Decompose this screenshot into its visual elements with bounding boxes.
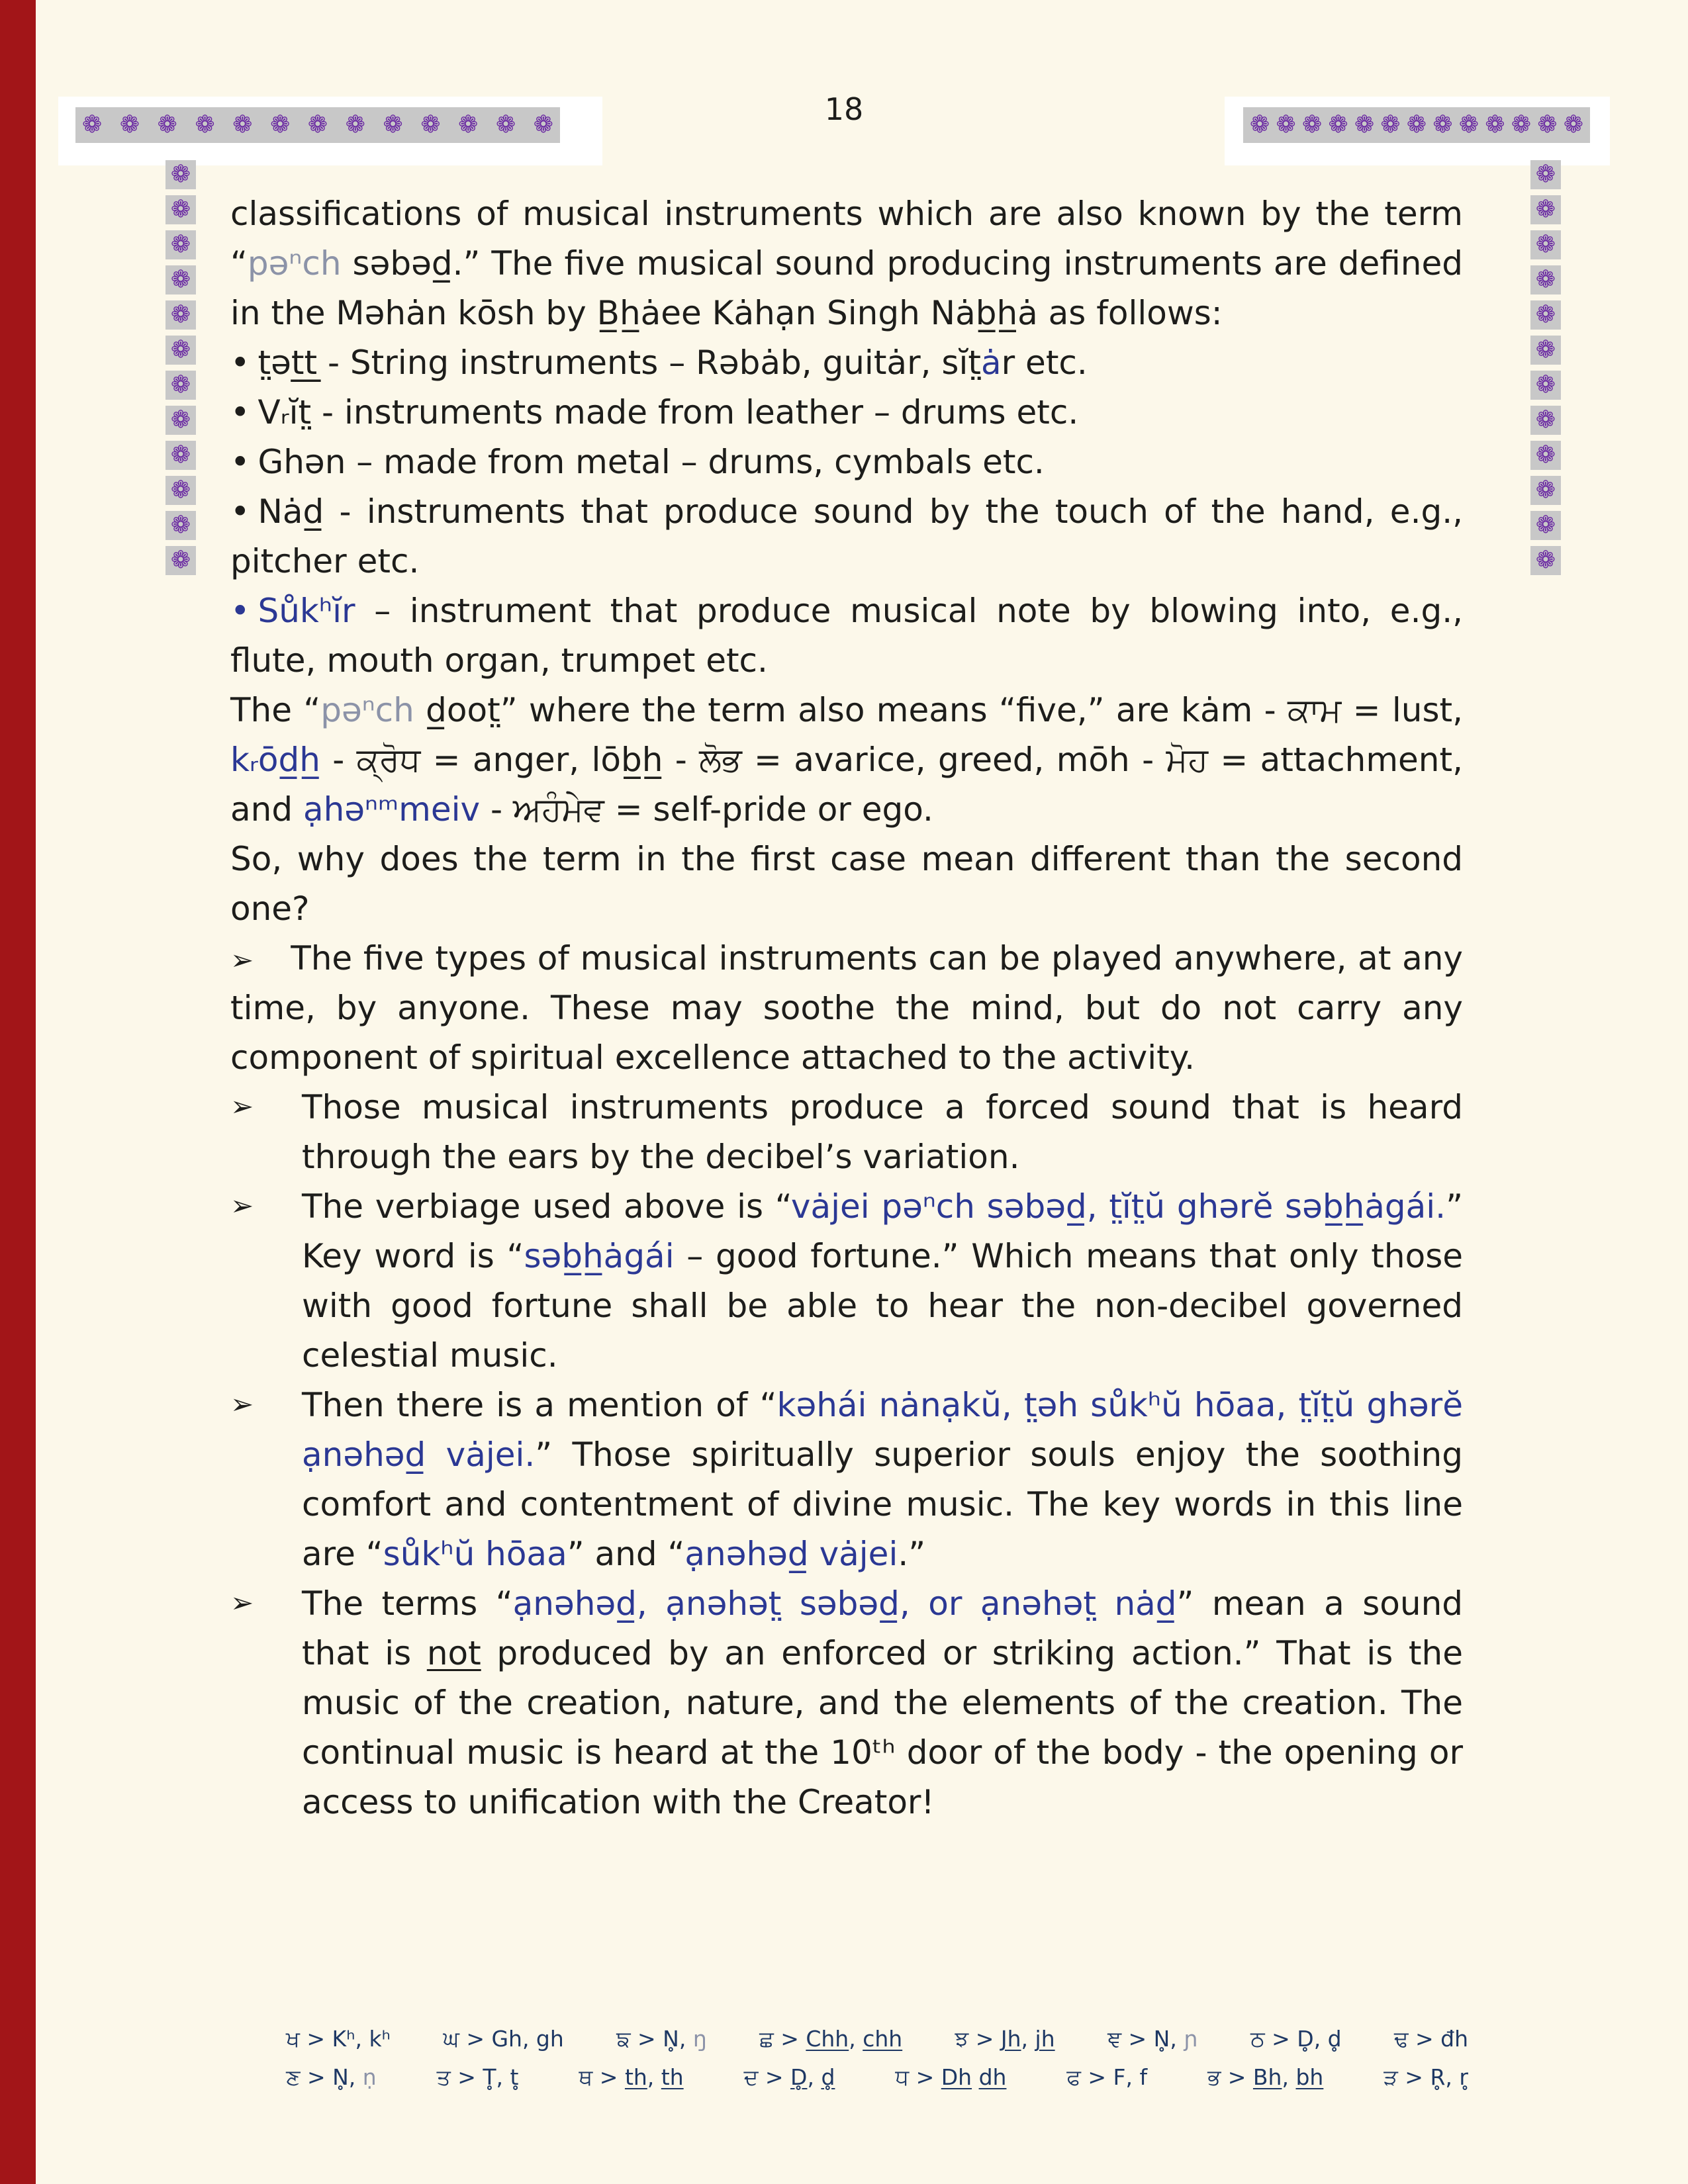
text-segment: ਞ > N̥,	[1107, 2026, 1184, 2052]
text-segment: pəⁿch	[247, 244, 342, 283]
flower-tile	[165, 160, 196, 189]
text-segment: ੜ > R̥, r̥	[1383, 2064, 1468, 2091]
text-segment: th	[624, 2064, 647, 2091]
list-item	[230, 1083, 1463, 1182]
flower-tile	[1530, 371, 1561, 400]
list-item	[230, 437, 1463, 487]
flower-icon: ❁	[1535, 266, 1556, 293]
text-segment: ਙ > N̥,	[616, 2026, 693, 2052]
flower-tile	[165, 371, 196, 400]
transliteration-entry	[286, 2024, 391, 2054]
flower-icon: ❁	[170, 547, 191, 574]
flower-border-top-right	[1243, 107, 1590, 143]
transliteration-row	[286, 2024, 1468, 2054]
page-number: 18	[824, 91, 864, 127]
flower-tile	[165, 265, 196, 295]
text-segment: ạnəhəd̲ vȧjei	[684, 1535, 898, 1573]
flower-tile	[165, 336, 196, 365]
list-item	[230, 487, 1463, 586]
bullet-marker-icon: •	[230, 492, 250, 531]
content	[230, 189, 1463, 1827]
text-segment: d̲oot̤” where the term also means “five,” are kȧm - ਕਾਮ = lust,	[414, 691, 1463, 729]
flower-tile	[1530, 300, 1561, 330]
paragraph	[230, 686, 1463, 835]
flower-icon: ❁	[1250, 111, 1270, 138]
text-segment: ਦ >	[743, 2064, 791, 2091]
text-segment: th	[661, 2064, 684, 2091]
text-segment: t̤ət̲t̲ - String instruments – Rəbȧb, guitȧr, sĭt̤	[258, 343, 981, 382]
text-segment: ŋ	[692, 2026, 707, 2052]
text-segment: ” mean a sound that is	[302, 1584, 1464, 1672]
flower-icon: ❁	[170, 441, 191, 469]
transliteration-entry	[1107, 2024, 1198, 2054]
bullet-marker-icon: •	[230, 343, 250, 382]
text-segment: Jh	[1000, 2026, 1021, 2052]
flower-tile	[1530, 406, 1561, 435]
text-segment: The five types of musical instruments can be played anywhere, at any time, by anyone. These may soothe the mind, but do not carry any component of spiritual excellence attached to the activity.	[230, 939, 1463, 1077]
flower-icon: ❁	[1458, 111, 1479, 138]
text-segment: kᵣōd̲h̲	[230, 741, 320, 779]
flower-icon: ❁	[1485, 111, 1505, 138]
text-segment: ਭ >	[1207, 2064, 1253, 2091]
flower-icon: ❁	[1406, 111, 1427, 138]
flower-tile	[1530, 265, 1561, 295]
text-segment: ,	[807, 2064, 821, 2091]
text-segment: Vᵣĭt̤ - instruments made from leather – drums etc.	[258, 393, 1079, 432]
text-segment: not	[426, 1634, 481, 1672]
arrow-marker-icon: ➢	[230, 1189, 254, 1222]
transliteration-entry	[437, 2062, 519, 2093]
flower-icon: ❁	[170, 512, 191, 539]
text-segment: ਛ >	[759, 2026, 806, 2052]
flower-icon: ❁	[345, 111, 365, 138]
flower-icon: ❁	[1535, 441, 1556, 469]
transliteration-row	[286, 2062, 1468, 2093]
arrow-marker-icon: ➢	[230, 1090, 254, 1122]
flower-icon: ❁	[1535, 301, 1556, 328]
transliteration-key	[286, 2024, 1468, 2093]
flower-icon: ❁	[170, 231, 191, 258]
flower-tile	[1530, 546, 1561, 575]
text-segment: ਧ >	[895, 2064, 941, 2091]
flower-tile	[1530, 511, 1561, 540]
flower-icon: ❁	[1535, 547, 1556, 574]
flower-tile	[165, 230, 196, 259]
flower-icon: ❁	[307, 111, 328, 138]
text-segment: jh	[1035, 2026, 1055, 2052]
text-segment: ạnəhəd̲, ạnəhət̤ səbəd̲, or ạnəhət̤ nȧd̲	[512, 1584, 1177, 1623]
flower-icon: ❁	[270, 111, 291, 138]
flower-tile	[165, 406, 196, 435]
flower-icon: ❁	[420, 111, 441, 138]
list-item	[230, 586, 1463, 686]
text-segment: ạhəⁿᵐmeiv	[303, 790, 481, 829]
text-segment: dh	[978, 2064, 1007, 2091]
flower-icon: ❁	[495, 111, 516, 138]
arrow-marker-icon: ➢	[230, 1388, 254, 1420]
transliteration-entry	[759, 2024, 902, 2054]
transliteration-entry	[1250, 2024, 1342, 2054]
text-segment: Bh	[1252, 2064, 1282, 2091]
text-segment: .”	[898, 1535, 926, 1573]
text-segment: ” and “	[567, 1535, 685, 1573]
flower-tile	[165, 441, 196, 470]
text-segment: ਣ > N̥,	[286, 2064, 363, 2091]
transliteration-entry	[443, 2024, 564, 2054]
text-segment: ਘ > Gh, gh	[443, 2026, 564, 2052]
paragraph	[230, 189, 1463, 338]
text-segment	[972, 2064, 979, 2090]
flower-icon: ❁	[119, 111, 140, 138]
text-segment: d̥	[821, 2064, 835, 2091]
flower-icon: ❁	[170, 301, 191, 328]
flower-icon: ❁	[1432, 111, 1453, 138]
text-segment: So, why does the term in the first case mean different than the second one?	[230, 840, 1463, 928]
transliteration-entry	[1207, 2062, 1323, 2093]
bullet-marker-icon: •	[230, 592, 250, 630]
flower-icon: ❁	[1535, 196, 1556, 223]
text-segment: ਥ >	[579, 2064, 625, 2091]
text-segment: ਝ >	[955, 2026, 1001, 2052]
text-segment: chh	[863, 2026, 903, 2052]
text-segment: bh	[1295, 2064, 1324, 2091]
text-segment: ȧ	[980, 343, 1002, 382]
flower-icon: ❁	[1535, 512, 1556, 539]
text-segment: – instrument that produce musical note by blowing into, e.g., flute, mouth organ, trumpet etc.	[230, 592, 1463, 680]
text-segment: - ਕ੍ਰੋਧ = anger, lōb̲h̲ - ਲੋਭ = avarice, greed, mōh - ਮੋਹ = attachment, and	[230, 741, 1463, 829]
flower-icon: ❁	[1535, 336, 1556, 363]
text-segment: classifications of musical instruments which are also known by the term “	[230, 195, 1463, 283]
text-segment: ,	[1282, 2064, 1296, 2091]
text-segment: r etc.	[1001, 343, 1088, 382]
arrow-marker-icon: ➢	[230, 944, 254, 976]
page-spine-bar	[0, 0, 36, 2184]
text-segment: ,	[647, 2064, 661, 2091]
flower-tile	[165, 476, 196, 505]
bullet-marker-icon: •	[230, 443, 250, 481]
text-segment: vȧjei pəⁿch səbəd̲, t̤ĭt̤ŭ ghərĕ səb̲h̲ȧgái.	[790, 1187, 1446, 1226]
text-segment: sůkʰŭ hōaa	[383, 1535, 567, 1573]
flower-icon: ❁	[1276, 111, 1296, 138]
flower-icon: ❁	[1535, 231, 1556, 258]
flower-tile	[165, 511, 196, 540]
transliteration-entry	[744, 2062, 835, 2093]
text-segment: ਢ > đh	[1393, 2026, 1468, 2052]
list-item	[230, 1579, 1463, 1827]
flower-icon: ❁	[170, 371, 191, 398]
text-segment: – good fortune.” Which means that only those with good fortune shall be able to hear the non-decibel governed celestial music.	[302, 1237, 1464, 1375]
flower-icon: ❁	[1563, 111, 1583, 138]
flower-icon: ❁	[170, 477, 191, 504]
flower-icon: ❁	[170, 266, 191, 293]
transliteration-entry	[1383, 2062, 1468, 2093]
flower-icon: ❁	[170, 336, 191, 363]
text-segment: ,	[1021, 2026, 1035, 2052]
text-segment: Ghən – made from metal – drums, cymbals etc.	[258, 443, 1045, 481]
text-segment: ਠ > D̥, d̥	[1250, 2026, 1342, 2052]
transliteration-entry	[1066, 2062, 1147, 2093]
text-segment: kəhái nȧnạkŭ, t̤əh sůkʰŭ hōaa, t̤ĭt̤ŭ ghərĕ ạnəhəd̲ vȧjei.	[302, 1386, 1463, 1474]
list-item	[230, 388, 1463, 437]
text-segment: ਖ > Kʰ, kʰ	[286, 2026, 391, 2052]
transliteration-entry	[616, 2024, 707, 2054]
text-segment: Then there is a mention of “	[302, 1386, 777, 1424]
list-item	[230, 338, 1463, 388]
flower-tile	[165, 195, 196, 224]
text-segment: The terms “	[302, 1584, 513, 1623]
flower-icon: ❁	[383, 111, 403, 138]
bullet-marker-icon: •	[230, 393, 250, 432]
flower-icon: ❁	[170, 196, 191, 223]
flower-tile	[1530, 230, 1561, 259]
flower-border-top-left	[75, 107, 560, 143]
flower-icon: ❁	[1535, 406, 1556, 433]
flower-tile	[1530, 195, 1561, 224]
flower-icon: ❁	[1535, 371, 1556, 398]
text-segment: produced by an enforced or striking action.” That is the music of the creation, nature, and the elements of the creation. The continual music is heard at the 10ᵗʰ door of the body - the opening or access to unification with the Creator!	[302, 1634, 1463, 1821]
flower-tile	[1530, 441, 1561, 470]
paragraph	[230, 835, 1463, 934]
flower-border-side-right	[1530, 160, 1561, 575]
flower-icon: ❁	[1511, 111, 1532, 138]
text-segment: ” Key word is “	[302, 1187, 1463, 1275]
flower-border-side-left	[165, 160, 196, 575]
transliteration-entry	[286, 2062, 377, 2093]
flower-icon: ❁	[1537, 111, 1558, 138]
flower-icon: ❁	[1301, 111, 1323, 138]
flower-icon: ❁	[1535, 161, 1556, 188]
flower-tile	[1530, 160, 1561, 189]
list-item	[230, 1182, 1463, 1381]
text-segment: səb̲h̲ȧgái	[524, 1237, 675, 1275]
flower-icon: ❁	[82, 111, 103, 138]
text-segment: ਤ > T̥, t̥	[436, 2064, 519, 2091]
text-segment: Those musical instruments produce a forced sound that is heard through the ears by the decibel’s variation.	[302, 1088, 1463, 1176]
transliteration-entry	[955, 2024, 1055, 2054]
transliteration-entry	[1394, 2024, 1468, 2054]
flower-icon: ❁	[232, 111, 253, 138]
flower-icon: ❁	[170, 406, 191, 433]
text-segment: ,	[849, 2026, 863, 2052]
flower-tile	[1530, 336, 1561, 365]
list-item	[230, 1381, 1463, 1579]
flower-icon: ❁	[195, 111, 215, 138]
text-segment: The verbiage used above is “	[302, 1187, 791, 1226]
transliteration-entry	[895, 2062, 1006, 2093]
text-segment: səbəd̲.” The five musical sound producing instruments are defined in the Məhȧn kōsh by B̲h̲ȧee Kȧhạn Singh Nȧb̲h̲ȧ as follows:	[230, 244, 1463, 332]
text-segment: pəⁿch	[320, 691, 414, 729]
text-segment: ਫ > F, f	[1066, 2064, 1148, 2091]
text-segment: Nȧd̲ - instruments that produce sound by the touch of the hand, e.g., pitcher etc.	[230, 492, 1463, 580]
text-segment: D̥	[790, 2064, 808, 2091]
text-segment: - ਅਹੰਮੇਵ = self-pride or ego.	[480, 790, 933, 829]
flower-tile	[1530, 476, 1561, 505]
flower-icon: ❁	[1328, 111, 1348, 138]
flower-icon: ❁	[1354, 111, 1375, 138]
flower-icon: ❁	[458, 111, 479, 138]
list-item	[230, 934, 1463, 1083]
text-segment: ” Those spiritually superior souls enjoy the soothing comfort and contentment of divine music. The key words in this line are “	[302, 1435, 1463, 1573]
text-segment: Chh	[806, 2026, 849, 2052]
text-segment: ɲ	[1184, 2026, 1198, 2052]
flower-icon: ❁	[157, 111, 177, 138]
flower-tile	[165, 546, 196, 575]
text-segment: Dh	[941, 2064, 972, 2091]
text-segment: ṇ	[362, 2064, 377, 2091]
flower-icon: ❁	[533, 111, 553, 138]
flower-icon: ❁	[1380, 111, 1401, 138]
arrow-marker-icon: ➢	[230, 1586, 254, 1619]
transliteration-entry	[579, 2062, 683, 2093]
flower-icon: ❁	[1535, 477, 1556, 504]
text-segment: The “	[230, 691, 321, 729]
text-segment: Sůkʰĭr	[258, 592, 355, 630]
flower-tile	[165, 300, 196, 330]
flower-icon: ❁	[170, 161, 191, 188]
